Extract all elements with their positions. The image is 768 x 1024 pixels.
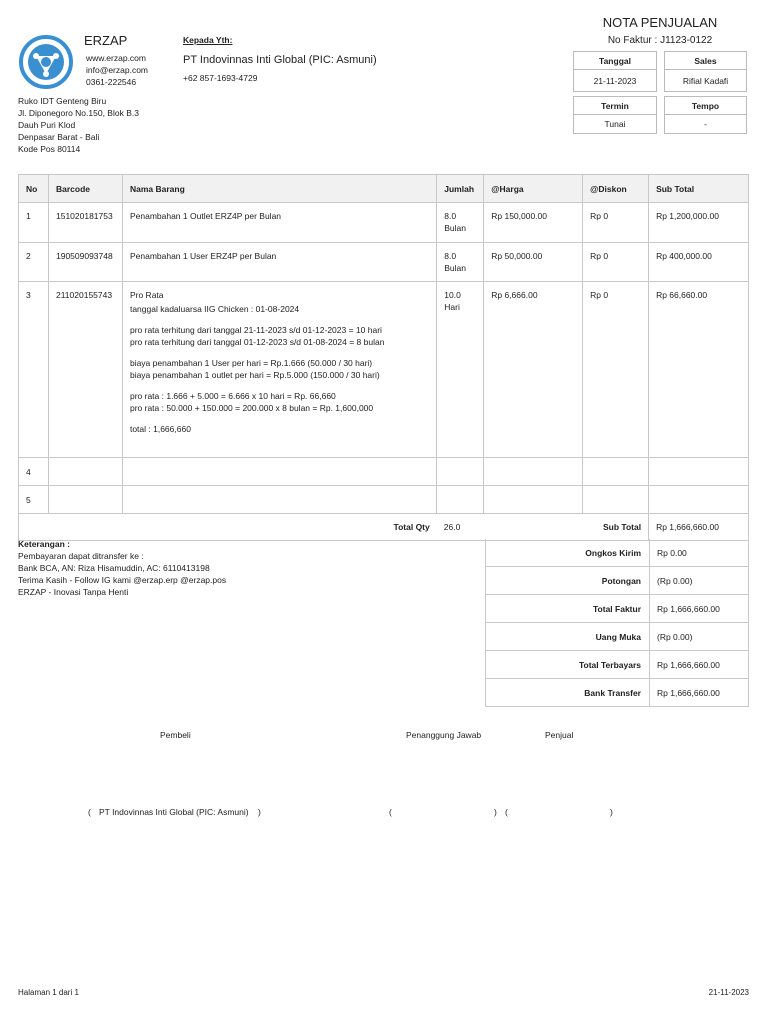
summary-value: Rp 1,666,660.00 bbox=[657, 687, 720, 698]
cell-price: Rp 150,000.00 bbox=[484, 203, 583, 243]
summary-value: (Rp 0.00) bbox=[657, 575, 693, 586]
signature-label-penanggung-jawab: Penanggung Jawab bbox=[406, 730, 482, 740]
cell-discount: Rp 0 bbox=[583, 282, 649, 458]
address-line: Jl. Diponegoro No.150, Blok B.3 bbox=[18, 108, 139, 118]
cell-subtotal bbox=[649, 458, 749, 486]
signature-paren-close: ) bbox=[610, 807, 613, 817]
cell-no: 1 bbox=[19, 203, 49, 243]
table-row bbox=[19, 458, 749, 486]
note-line: Pembayaran dapat ditransfer ke : bbox=[18, 551, 144, 561]
sales-label: Sales bbox=[665, 52, 746, 70]
sales-box bbox=[664, 51, 747, 92]
cell-price: Rp 6,666.00 bbox=[484, 282, 583, 458]
cell-qty bbox=[437, 243, 484, 282]
table-header-row bbox=[19, 175, 749, 203]
qty-unit: Bulan bbox=[444, 223, 466, 233]
company-name: ERZAP bbox=[84, 33, 128, 48]
cell-no: 3 bbox=[19, 282, 49, 458]
note-line: Terima Kasih - Follow IG kami @erzap.erp @erzap.pos bbox=[18, 575, 227, 585]
tempo-box bbox=[664, 96, 747, 134]
total-qty-value: 26.0 bbox=[437, 514, 484, 541]
summary-label: Ongkos Kirim bbox=[486, 539, 650, 566]
col-header-name: Nama Barang bbox=[122, 175, 436, 203]
table-row bbox=[19, 282, 749, 458]
sum-value-subtotal: Rp 1,666,660.00 bbox=[649, 514, 749, 541]
sum-label-subtotal: Sub Total bbox=[484, 514, 649, 541]
signature-paren-close: ) bbox=[494, 807, 497, 817]
col-header-barcode: Barcode bbox=[48, 175, 122, 203]
footer-page-number: Halaman 1 dari 1 bbox=[18, 988, 79, 997]
signature-paren-close: ) bbox=[258, 807, 261, 817]
summary-row-bank-transfer bbox=[485, 679, 749, 707]
cell-barcode: 190509093748 bbox=[48, 243, 122, 282]
qty-value: 8.0 bbox=[444, 211, 457, 221]
cell-price bbox=[484, 458, 583, 486]
footer-date: 21-11-2023 bbox=[708, 988, 749, 997]
qty-unit: Bulan bbox=[444, 263, 466, 273]
summary-row-potongan bbox=[485, 567, 749, 595]
cell-barcode bbox=[48, 486, 122, 514]
cell-subtotal: Rp 66,660.00 bbox=[649, 282, 749, 458]
company-phone: 0361-222546 bbox=[86, 77, 137, 87]
summary-label: Uang Muka bbox=[486, 623, 650, 650]
desc-line: pro rata : 1.666 + 5.000 = 6.666 x 10 hari = Rp. 66,660 bbox=[129, 391, 336, 401]
summary-label: Total Faktur bbox=[486, 595, 650, 622]
cell-name bbox=[122, 458, 436, 486]
invoice-number: No Faktur : J1123-0122 bbox=[607, 35, 713, 46]
table-row bbox=[19, 486, 749, 514]
cell-discount bbox=[583, 458, 649, 486]
signature-label-pembeli: Pembeli bbox=[160, 730, 191, 740]
cell-barcode bbox=[48, 458, 122, 486]
col-header-qty: Jumlah bbox=[437, 175, 484, 203]
desc-line: tanggal kadaluarsa IIG Chicken : 01-08-2024 bbox=[129, 304, 300, 314]
cell-barcode: 211020155743 bbox=[48, 282, 122, 458]
cell-subtotal: Rp 1,200,000.00 bbox=[649, 203, 749, 243]
signature-label-penjual: Penjual bbox=[545, 730, 574, 740]
cell-name bbox=[122, 486, 436, 514]
cell-discount: Rp 0 bbox=[583, 243, 649, 282]
tanggal-value: 21-11-2023 bbox=[593, 75, 637, 86]
cell-discount bbox=[583, 486, 649, 514]
tanggal-label: Tanggal bbox=[574, 52, 656, 70]
qty-value: 8.0 bbox=[444, 251, 457, 261]
col-header-subtotal: Sub Total bbox=[649, 175, 749, 203]
desc-line: biaya penambahan 1 outlet per hari = Rp.5.000 (150.000 / 30 hari) bbox=[129, 370, 380, 380]
cell-no: 4 bbox=[19, 458, 49, 486]
tanggal-box bbox=[573, 51, 657, 92]
summary-value: Rp 1,666,660.00 bbox=[657, 603, 720, 614]
cell-no: 2 bbox=[19, 243, 49, 282]
sales-value: Rifial Kadafi bbox=[682, 75, 729, 86]
note-line: Bank BCA, AN: Riza Hisamuddin, AC: 6110413198 bbox=[18, 563, 210, 573]
cell-name: Penambahan 1 User ERZ4P per Bulan bbox=[122, 243, 436, 282]
cell-barcode: 151020181753 bbox=[48, 203, 122, 243]
tempo-value: - bbox=[704, 119, 707, 129]
summary-row-uang-muka bbox=[485, 623, 749, 651]
col-header-price: @Harga bbox=[484, 175, 583, 203]
cell-subtotal bbox=[649, 486, 749, 514]
signature-paren-open: ( bbox=[505, 807, 508, 817]
desc-line: pro rata : 50.000 + 150.000 = 200.000 x 8 bulan = Rp. 1,600,000 bbox=[129, 403, 374, 413]
summary-value: Rp 0.00 bbox=[657, 547, 687, 558]
signature-name-pembeli: PT Indovinnas Inti Global (PIC: Asmuni) bbox=[99, 807, 249, 817]
table-row bbox=[19, 243, 749, 282]
total-row bbox=[19, 514, 749, 541]
cell-price: Rp 50,000.00 bbox=[484, 243, 583, 282]
signature-paren-open: ( bbox=[88, 807, 91, 817]
table-row bbox=[19, 203, 749, 243]
signature-paren-open: ( bbox=[389, 807, 392, 817]
items-table bbox=[18, 174, 749, 541]
cell-name bbox=[122, 282, 436, 458]
erzap-logo bbox=[18, 34, 74, 90]
cell-qty bbox=[437, 458, 484, 486]
summary-row-ongkos-kirim bbox=[485, 539, 749, 567]
document-title: NOTA PENJUALAN bbox=[602, 15, 718, 30]
item-name: Pro Rata bbox=[129, 290, 164, 300]
qty-unit: Hari bbox=[444, 302, 460, 312]
tempo-label: Tempo bbox=[665, 97, 746, 115]
address-line: Denpasar Barat - Bali bbox=[18, 132, 100, 142]
cell-qty bbox=[437, 203, 484, 243]
cell-discount: Rp 0 bbox=[583, 203, 649, 243]
col-header-no: No bbox=[19, 175, 49, 203]
desc-line: pro rata terhitung dari tanggal 21-11-2023 s/d 01-12-2023 = 10 hari bbox=[129, 325, 382, 335]
cell-qty bbox=[437, 282, 484, 458]
termin-box bbox=[573, 96, 657, 134]
summary-value: Rp 1,666,660.00 bbox=[657, 659, 720, 670]
company-website: www.erzap.com bbox=[86, 53, 146, 63]
address-line: Kode Pos 80114 bbox=[18, 144, 81, 154]
termin-label: Termin bbox=[574, 97, 656, 115]
notes-title: Keterangan : bbox=[18, 539, 70, 549]
recipient-phone: +62 857-1693-4729 bbox=[183, 73, 258, 83]
cell-subtotal: Rp 400,000.00 bbox=[649, 243, 749, 282]
summary-label: Potongan bbox=[486, 567, 650, 594]
desc-line: biaya penambahan 1 User per hari = Rp.1.666 (50.000 / 30 hari) bbox=[129, 358, 373, 368]
summary-value: (Rp 0.00) bbox=[657, 631, 693, 642]
recipient-label: Kepada Yth: bbox=[183, 35, 233, 45]
recipient-name: PT Indovinnas Inti Global (PIC: Asmuni) bbox=[183, 54, 377, 66]
desc-line: pro rata terhitung dari tanggal 01-12-2023 s/d 01-08-2024 = 8 bulan bbox=[129, 337, 385, 347]
summary-label: Total Terbayars bbox=[486, 651, 650, 678]
summary-label: Bank Transfer bbox=[486, 679, 650, 706]
address-line: Ruko IDT Genteng Biru bbox=[18, 96, 107, 106]
total-qty-label: Total Qty bbox=[19, 514, 437, 541]
qty-value: 10.0 bbox=[444, 290, 461, 300]
note-line: ERZAP - Inovasi Tanpa Henti bbox=[18, 587, 129, 597]
cell-no: 5 bbox=[19, 486, 49, 514]
cell-name: Penambahan 1 Outlet ERZ4P per Bulan bbox=[122, 203, 436, 243]
termin-value: Tunai bbox=[604, 119, 626, 129]
col-header-discount: @Diskon bbox=[583, 175, 649, 203]
cell-qty bbox=[437, 486, 484, 514]
desc-line: total : 1,666,660 bbox=[129, 424, 191, 434]
address-line: Dauh Puri Klod bbox=[18, 120, 76, 130]
company-email: info@erzap.com bbox=[86, 65, 149, 75]
cell-price bbox=[484, 486, 583, 514]
summary-row-total-faktur bbox=[485, 595, 749, 623]
summary-row-total-terbayars bbox=[485, 651, 749, 679]
